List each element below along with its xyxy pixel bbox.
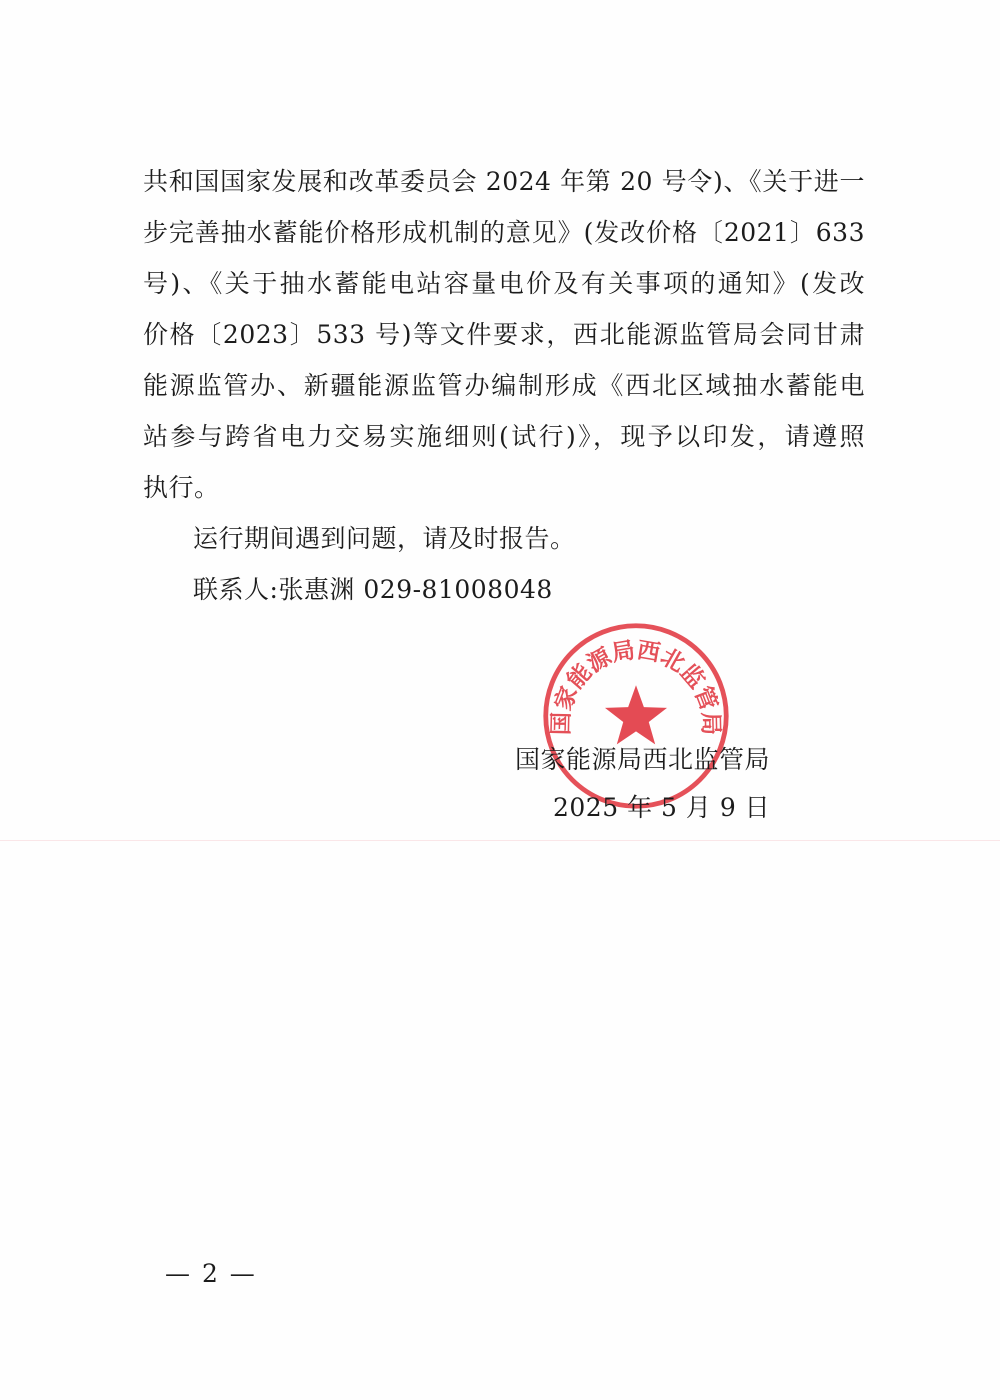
seal-text: 国家能源局西北监管局	[548, 637, 724, 736]
contact-value: 张惠渊 029-81008048	[278, 575, 553, 604]
body-line: 站参与跨省电力交易实施细则(试行)》，现予以印发，请遵照	[143, 422, 865, 451]
scan-artifact-line	[0, 840, 1000, 841]
body-line: 号)、《关于抽水蓄能电站容量电价及有关事项的通知》(发改	[143, 269, 865, 298]
contact-line	[143, 564, 865, 615]
report-instruction: 运行期间遇到问题，请及时报告。	[193, 524, 576, 553]
official-seal	[540, 620, 732, 812]
signature-date: 2025 年 5 月 9 日	[553, 793, 771, 822]
seal-star-icon	[605, 685, 667, 744]
contact-label: 联系人:	[193, 575, 279, 604]
body-line: 能源监管办、新疆能源监管办编制形成《西北区域抽水蓄能电	[143, 371, 865, 400]
body-line: 执行。	[143, 473, 220, 502]
body-line: 价格〔2023〕533 号)等文件要求，西北能源监管局会同甘肃	[143, 320, 865, 349]
signature-organization: 国家能源局西北监管局	[515, 745, 771, 774]
body-line: 步完善抽水蓄能价格形成机制的意见》(发改价格〔2021〕633	[143, 218, 865, 247]
body-line: 共和国国家发展和改革委员会 2024 年第 20 号令)、《关于进一	[143, 167, 865, 196]
document-body	[143, 156, 865, 615]
page-number: — 2 —	[165, 1259, 257, 1288]
